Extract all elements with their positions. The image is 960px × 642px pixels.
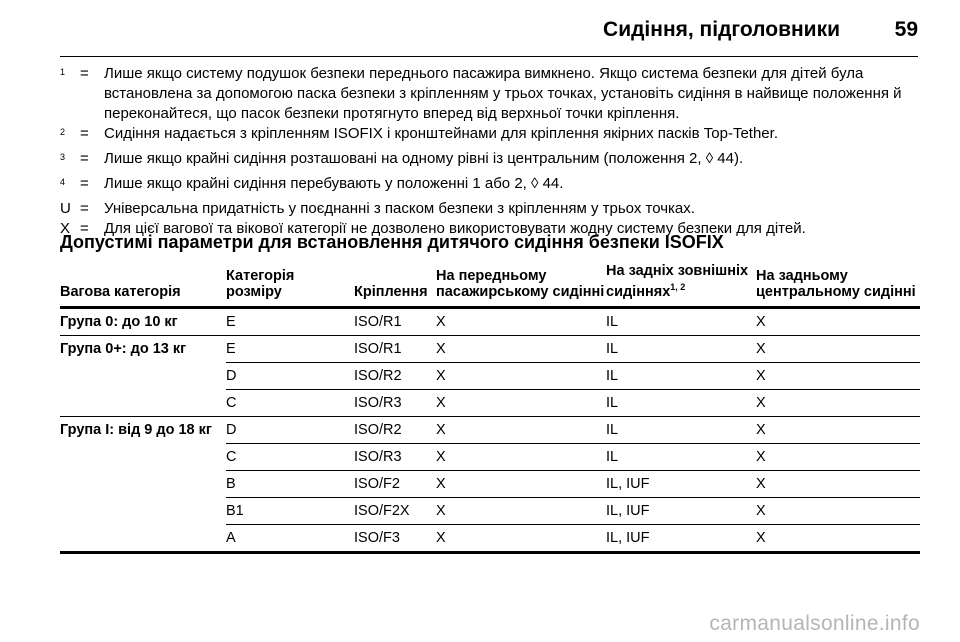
footnotes <box>60 64 920 239</box>
footnote-equals: = <box>80 150 89 167</box>
column-header-weight: Вагова категорія <box>60 263 226 307</box>
rear-center-value: X <box>756 416 920 443</box>
fixture: ISO/R2 <box>354 362 436 389</box>
front-seat-value: X <box>436 335 606 362</box>
front-seat-value: X <box>436 524 606 552</box>
rear-outer-value: IL <box>606 362 756 389</box>
fixture: ISO/F2 <box>354 470 436 497</box>
watermark: carmanualsonline.info <box>709 612 920 635</box>
table-row <box>60 524 920 552</box>
column-header-size: Категорія розміру <box>226 263 354 307</box>
weight-group <box>60 524 226 552</box>
rear-center-value: X <box>756 335 920 362</box>
front-seat-value: X <box>436 470 606 497</box>
rear-outer-value: IL, IUF <box>606 524 756 552</box>
page-number: 59 <box>894 18 918 41</box>
footnote <box>60 64 920 124</box>
footnote-text: Лише якщо крайні сидіння перебувають у положенні 1 або 2, ◊ 44. <box>104 175 564 192</box>
footnote-text: Лише якщо крайні сидіння розташовані на одному рівні із центральним (положення 2, ◊ 44). <box>104 150 744 167</box>
table-header-row <box>60 263 920 307</box>
fixture: ISO/F2X <box>354 497 436 524</box>
weight-group <box>60 497 226 524</box>
size-class: D <box>226 416 354 443</box>
weight-group <box>60 443 226 470</box>
size-class: C <box>226 443 354 470</box>
weight-group: Група 0: до 10 кг <box>60 307 226 335</box>
isofix-table <box>60 263 920 554</box>
fixture: ISO/R3 <box>354 443 436 470</box>
rear-center-value: X <box>756 524 920 552</box>
footnote <box>60 174 920 199</box>
front-seat-value: X <box>436 443 606 470</box>
table-row <box>60 416 920 443</box>
rear-center-value: X <box>756 307 920 335</box>
front-seat-value: X <box>436 362 606 389</box>
footnote-text: Універсальна придатність у поєднанні з паском безпеки з кріпленням у трьох точках. <box>104 200 695 217</box>
footnote-equals: = <box>80 220 89 237</box>
footnote-key: X <box>60 220 71 237</box>
weight-group <box>60 470 226 497</box>
fixture: ISO/R3 <box>354 389 436 416</box>
weight-group: Група I: від 9 до 18 кг <box>60 422 212 439</box>
fixture: ISO/R1 <box>354 335 436 362</box>
rear-outer-value: IL <box>606 335 756 362</box>
weight-group: Група 0+: до 13 кг <box>60 341 187 358</box>
footnote <box>60 149 920 174</box>
fixture: ISO/R1 <box>354 307 436 335</box>
table-row <box>60 307 920 335</box>
footnote-equals: = <box>80 125 89 142</box>
size-class: A <box>226 524 354 552</box>
size-class: D <box>226 362 354 389</box>
rear-center-value: X <box>756 362 920 389</box>
page-title: Сидіння, підголовники <box>603 18 840 41</box>
front-seat-value: X <box>436 416 606 443</box>
footnote-text: Сидіння надається з кріпленням ISOFIX і кронштейнами для кріплення якірних пасків Top-Tether. <box>104 125 778 142</box>
section-title: Допустимі параметри для встановлення дитячого сидіння безпеки ISOFIX <box>60 232 724 252</box>
weight-group <box>60 389 226 416</box>
footnote-key: 1 <box>60 67 66 77</box>
header-footnote-ref: 1, 2 <box>670 282 686 292</box>
footnote-key: 3 <box>60 152 66 162</box>
footnote-equals: = <box>80 175 89 192</box>
front-seat-value: X <box>436 389 606 416</box>
rear-outer-value: IL <box>606 389 756 416</box>
footnote <box>60 124 920 149</box>
rear-center-value: X <box>756 470 920 497</box>
footnote <box>60 199 920 219</box>
column-header-rear-center: На задньому центральному сидінні <box>756 263 920 307</box>
table-row <box>60 389 920 416</box>
rear-center-value: X <box>756 443 920 470</box>
size-class: C <box>226 389 354 416</box>
rear-outer-value: IL, IUF <box>606 497 756 524</box>
footnote-key: U <box>60 200 71 217</box>
column-header-rear-outer: На задніх зовнішніх сидіннях$^{1, 2}$ <box>606 263 756 307</box>
rear-center-value: X <box>756 389 920 416</box>
front-seat-value: X <box>436 497 606 524</box>
weight-group <box>60 362 226 389</box>
fixture: ISO/F3 <box>354 524 436 552</box>
footnote-text: Для цієї вагової та вікової категорії не дозволено використовувати жодну систему безпеки для дітей. <box>104 220 806 237</box>
table-row <box>60 362 920 389</box>
front-seat-value: X <box>436 307 606 335</box>
footnote-text: Лише якщо систему подушок безпеки переднього пасажира вимкнено. Якщо система безпеки для дітей була встановлена за допомогою паска безпеки з кріпленням у трьох точках, установіть сидіння в найвище положення й переконайтеся, що пасок безпеки протягнуто вперед від верхньої точки кріплення. <box>104 65 902 122</box>
rear-outer-value: IL <box>606 416 756 443</box>
size-class: B1 <box>226 497 354 524</box>
footnote-key: 2 <box>60 127 66 137</box>
table-row <box>60 470 920 497</box>
column-header-fixture: Кріплення <box>354 263 436 307</box>
table-row <box>60 497 920 524</box>
column-header-front-seat: На передньому пасажирському сидінні <box>436 263 606 307</box>
page-header <box>60 14 918 57</box>
rear-center-value: X <box>756 497 920 524</box>
footnote-equals: = <box>80 65 89 82</box>
footnote-equals: = <box>80 200 89 217</box>
rear-outer-value: IL <box>606 443 756 470</box>
rear-outer-value: IL, IUF <box>606 470 756 497</box>
size-class: E <box>226 307 354 335</box>
rear-outer-value: IL <box>606 307 756 335</box>
table-row <box>60 335 920 362</box>
footnote-key: 4 <box>60 177 66 187</box>
table-row <box>60 443 920 470</box>
size-class: B <box>226 470 354 497</box>
fixture: ISO/R2 <box>354 416 436 443</box>
size-class: E <box>226 335 354 362</box>
